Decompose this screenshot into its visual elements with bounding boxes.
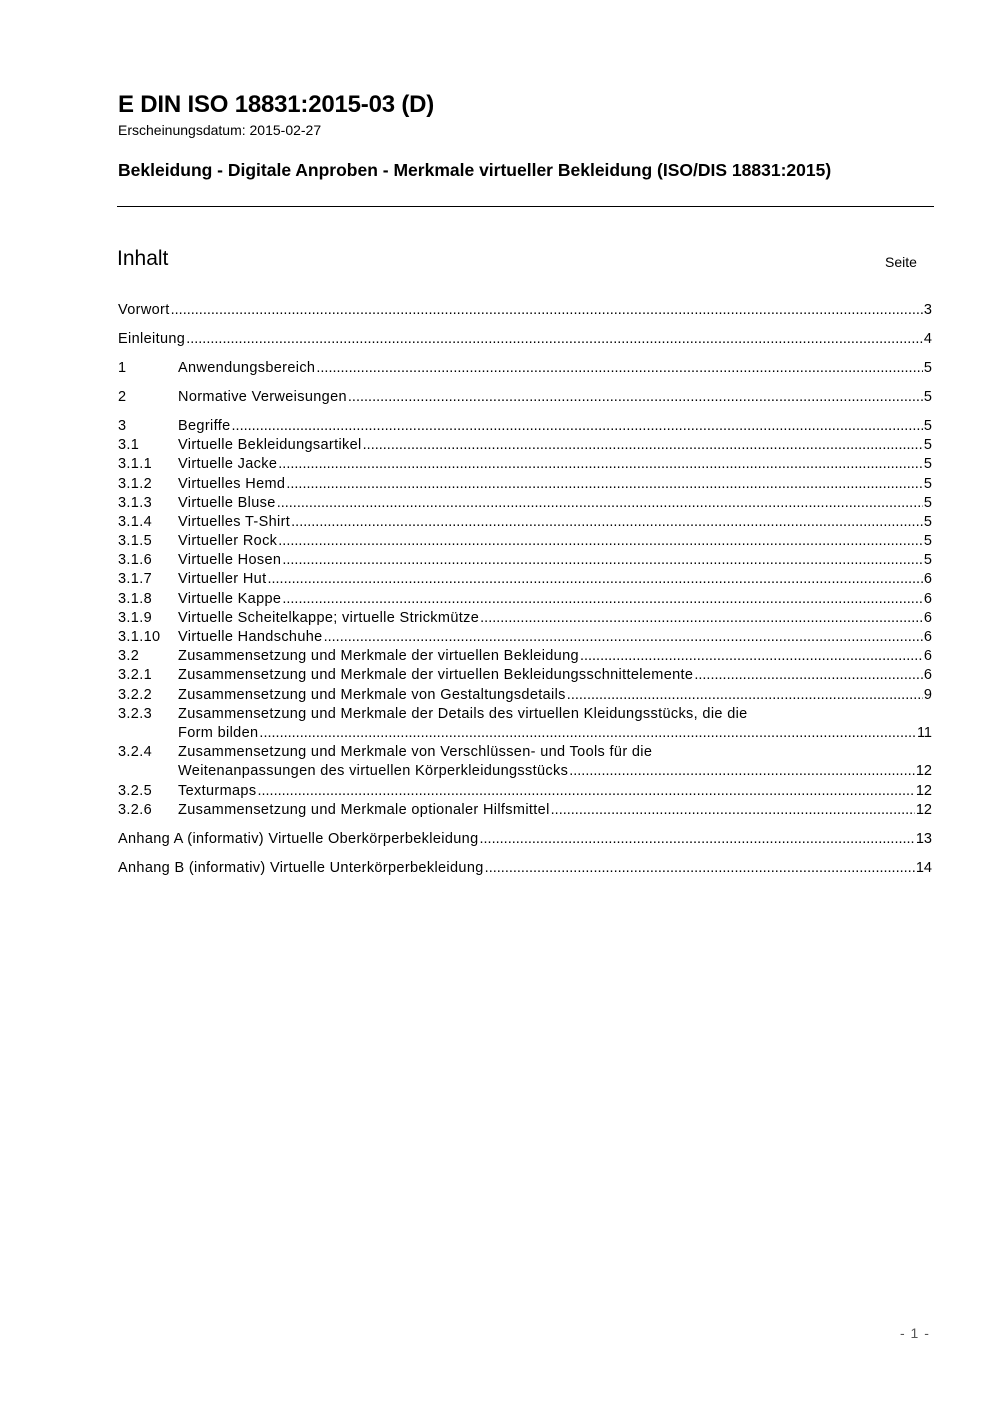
toc-entry-title: Normative Verweisungen bbox=[178, 388, 347, 405]
toc-entry-line bbox=[178, 686, 932, 705]
toc-entry-number: 3.2.2 bbox=[118, 686, 152, 703]
toc-entry-line bbox=[118, 330, 932, 349]
toc-entry-title: Zusammensetzung und Merkmale von Gestaltungsdetails bbox=[178, 686, 566, 703]
toc-entry-number: 3.2.1 bbox=[118, 667, 152, 684]
toc-entry-line bbox=[118, 859, 932, 878]
toc-dot-leader bbox=[567, 686, 923, 705]
toc-entry-number: 3.1.4 bbox=[118, 513, 152, 530]
toc-entry-title: Texturmaps bbox=[178, 782, 257, 799]
toc-entry-page: 5 bbox=[923, 456, 932, 473]
toc-entry-line bbox=[178, 724, 932, 743]
toc-entry[interactable] bbox=[118, 570, 932, 589]
toc-entry-line bbox=[178, 647, 932, 666]
toc-entry[interactable] bbox=[118, 330, 932, 349]
toc-entry-page: 3 bbox=[923, 302, 932, 318]
toc-entry-line bbox=[178, 436, 932, 455]
toc-entry[interactable] bbox=[118, 801, 932, 820]
toc-entry-line bbox=[178, 762, 932, 781]
toc-entry-page: 5 bbox=[923, 359, 932, 376]
toc-dot-leader bbox=[257, 782, 914, 801]
toc-entry-title: Form bilden bbox=[178, 724, 259, 741]
toc-entry[interactable] bbox=[118, 666, 932, 685]
toc-entry-title-line: Zusammensetzung und Merkmale der Details des virtuellen Kleidungsstücks, die die bbox=[178, 705, 748, 722]
toc-entry-number: 3.1.6 bbox=[118, 552, 152, 569]
toc-entry-title: Virtuelle Jacke bbox=[178, 456, 278, 473]
toc-entry-page: 12 bbox=[915, 782, 932, 799]
toc-entry-title: Zusammensetzung und Merkmale optionaler Hilfsmittel bbox=[178, 801, 550, 818]
toc-entry-line bbox=[178, 801, 932, 820]
toc-entry-line bbox=[178, 494, 932, 513]
toc-dot-leader bbox=[580, 647, 923, 666]
toc-entry-title: Zusammensetzung und Merkmale der virtuellen Bekleidungsschnittelemente bbox=[178, 667, 694, 684]
toc-entry-number: 3 bbox=[118, 417, 127, 434]
toc-entry-number: 3.1.3 bbox=[118, 494, 152, 511]
toc-entry[interactable] bbox=[118, 743, 932, 762]
toc-entry-line bbox=[178, 551, 932, 570]
toc-entry-number: 3.1.1 bbox=[118, 456, 152, 473]
toc-entry-page: 13 bbox=[915, 830, 932, 847]
toc-entry-number: 3.1.5 bbox=[118, 533, 152, 550]
toc-entry[interactable] bbox=[118, 859, 932, 878]
toc-entry[interactable] bbox=[118, 455, 932, 474]
toc-dot-leader bbox=[277, 494, 923, 513]
toc-entry[interactable] bbox=[118, 686, 932, 705]
toc-dot-leader bbox=[348, 388, 923, 407]
toc-entry-title: Virtuelles T-Shirt bbox=[178, 513, 291, 530]
toc-entry-page: 5 bbox=[923, 437, 932, 454]
toc-entry-page: 4 bbox=[923, 330, 932, 347]
toc-entry-line bbox=[178, 666, 932, 685]
toc-dot-leader bbox=[485, 859, 915, 878]
toc-entry-line bbox=[178, 388, 932, 407]
toc-dot-leader bbox=[480, 830, 915, 849]
toc-entry[interactable] bbox=[118, 830, 932, 849]
toc-entry-title: Virtueller Rock bbox=[178, 533, 278, 550]
toc-page-column-label: Seite bbox=[885, 254, 917, 270]
toc-entry-title: Virtueller Hut bbox=[178, 571, 267, 588]
toc-entry-line bbox=[178, 513, 932, 532]
toc-entry-line bbox=[118, 830, 932, 849]
toc-entry-title: Virtuelle Kappe bbox=[178, 590, 282, 607]
toc-entry-title: Virtuelle Bluse bbox=[178, 494, 276, 511]
toc-heading: Inhalt bbox=[117, 247, 169, 270]
publication-date: Erscheinungsdatum: 2015-02-27 bbox=[118, 122, 322, 138]
toc-entry-title: Begriffe bbox=[178, 417, 231, 434]
toc-entry-number: 3.1.10 bbox=[118, 629, 161, 645]
toc-entry[interactable] bbox=[118, 301, 932, 320]
toc-entry-title: Virtuelles Hemd bbox=[178, 475, 286, 492]
toc-entry-page: 6 bbox=[923, 571, 932, 588]
toc-entry[interactable] bbox=[118, 532, 932, 551]
toc-entry[interactable] bbox=[118, 417, 932, 436]
toc-entry-number: 1 bbox=[118, 359, 127, 376]
toc-entry[interactable] bbox=[118, 551, 932, 570]
toc-entry-line bbox=[178, 532, 932, 551]
toc-entry-title: Anhang A (informativ) Virtuelle Oberkörperbekleidung bbox=[118, 830, 479, 847]
toc-dot-leader bbox=[363, 436, 923, 455]
toc-entry-title-line: Zusammensetzung und Merkmale von Verschlüssen- und Tools für die bbox=[178, 744, 653, 761]
toc-entry-page: 6 bbox=[923, 648, 932, 665]
toc-entry-page: 5 bbox=[923, 533, 932, 550]
toc-entry-page: 5 bbox=[923, 513, 932, 530]
toc-dot-leader bbox=[282, 590, 923, 609]
toc-dot-leader bbox=[291, 513, 923, 532]
toc-entry-line bbox=[178, 609, 932, 628]
toc-dot-leader bbox=[278, 455, 923, 474]
toc-entry-page: 12 bbox=[915, 801, 932, 818]
toc-dot-leader bbox=[186, 330, 923, 349]
toc-entry-number: 3.1.9 bbox=[118, 609, 152, 626]
toc-entry-line bbox=[178, 628, 932, 647]
toc-entry-number: 3.2.5 bbox=[118, 782, 152, 799]
toc-entry[interactable] bbox=[118, 609, 932, 628]
toc-dot-leader bbox=[171, 301, 923, 320]
toc-dot-leader bbox=[267, 570, 922, 589]
toc-entry[interactable] bbox=[118, 705, 932, 724]
toc-entry-title: Anhang B (informativ) Virtuelle Unterkörperbekleidung bbox=[118, 859, 484, 876]
toc-dot-leader bbox=[278, 532, 923, 551]
toc-dot-leader bbox=[286, 475, 923, 494]
toc-entry-page: 6 bbox=[923, 629, 932, 645]
toc-entry-page: 5 bbox=[923, 475, 932, 492]
toc-entry-page: 14 bbox=[915, 859, 932, 876]
toc-entry-line bbox=[178, 475, 932, 494]
toc-entry-number: 3.1.2 bbox=[118, 475, 152, 492]
toc-entry-page: 5 bbox=[923, 388, 932, 405]
toc-entry-page: 11 bbox=[916, 724, 932, 741]
toc-dot-leader bbox=[324, 628, 923, 647]
toc-entry-line bbox=[178, 590, 932, 609]
toc-entry-line bbox=[178, 455, 932, 474]
toc-entry[interactable] bbox=[118, 647, 932, 666]
document-subtitle: Bekleidung - Digitale Anproben - Merkmale virtueller Bekleidung (ISO/DIS 18831:2015) bbox=[118, 160, 832, 180]
toc-entry-page: 6 bbox=[923, 609, 932, 626]
toc-entry[interactable] bbox=[118, 388, 932, 407]
page-number: - 1 - bbox=[900, 1325, 930, 1341]
toc-entry-line bbox=[178, 782, 932, 801]
toc-entry-line bbox=[178, 570, 932, 589]
toc-entry-number: 3.2.4 bbox=[118, 744, 152, 761]
header-divider bbox=[117, 206, 934, 207]
toc-entry[interactable] bbox=[118, 628, 932, 647]
toc-entry-number: 3.1 bbox=[118, 437, 140, 454]
toc-dot-leader bbox=[259, 724, 916, 743]
toc-entry[interactable] bbox=[118, 359, 932, 378]
toc-entry-page: 6 bbox=[923, 667, 932, 684]
toc-entry-title: Virtuelle Bekleidungsartikel bbox=[178, 437, 362, 454]
toc-dot-leader bbox=[569, 762, 915, 781]
toc-entry-page: 5 bbox=[923, 552, 932, 569]
toc-entry-number: 3.2 bbox=[118, 648, 140, 665]
toc-entry-line bbox=[178, 359, 932, 378]
table-of-contents bbox=[118, 301, 932, 878]
toc-entry-title: Einleitung bbox=[118, 330, 186, 347]
toc-entry[interactable] bbox=[118, 513, 932, 532]
toc-entry[interactable] bbox=[118, 782, 932, 801]
toc-dot-leader bbox=[551, 801, 915, 820]
toc-entry-title: Virtuelle Handschuhe bbox=[178, 629, 323, 645]
toc-entry-title: Zusammensetzung und Merkmale der virtuellen Bekleidung bbox=[178, 648, 579, 665]
toc-dot-leader bbox=[316, 359, 923, 378]
toc-entry-title: Weitenanpassungen des virtuellen Körperkleidungsstücks bbox=[178, 763, 569, 780]
toc-dot-leader bbox=[282, 551, 923, 570]
toc-entry-number: 3.1.7 bbox=[118, 571, 152, 588]
toc-entry-line bbox=[178, 417, 932, 436]
toc-dot-leader bbox=[232, 417, 923, 436]
toc-entry[interactable] bbox=[118, 590, 932, 609]
toc-entry[interactable] bbox=[118, 494, 932, 513]
toc-entry-number: 3.1.8 bbox=[118, 590, 152, 607]
toc-entry-number: 2 bbox=[118, 388, 127, 405]
toc-entry-page: 5 bbox=[923, 417, 932, 434]
toc-entry-title: Virtuelle Scheitelkappe; virtuelle Strickmütze bbox=[178, 609, 480, 626]
toc-entry[interactable] bbox=[118, 436, 932, 455]
toc-dot-leader bbox=[480, 609, 923, 628]
toc-entry-continuation[interactable] bbox=[118, 762, 932, 781]
toc-entry-page: 5 bbox=[923, 494, 932, 511]
toc-entry[interactable] bbox=[118, 475, 932, 494]
document-title: E DIN ISO 18831:2015-03 (D) bbox=[118, 91, 435, 118]
toc-entry-page: 6 bbox=[923, 590, 932, 607]
toc-entry-title: Anwendungsbereich bbox=[178, 359, 316, 376]
toc-entry-continuation[interactable] bbox=[118, 724, 932, 743]
toc-entry-line bbox=[118, 301, 932, 320]
toc-dot-leader bbox=[694, 666, 923, 685]
toc-entry-number: 3.2.3 bbox=[118, 705, 152, 722]
toc-entry-title: Virtuelle Hosen bbox=[178, 552, 282, 569]
toc-entry-number: 3.2.6 bbox=[118, 801, 152, 818]
toc-entry-page: 12 bbox=[915, 763, 932, 780]
toc-entry-title: Vorwort bbox=[118, 302, 170, 318]
toc-entry-page: 9 bbox=[923, 686, 932, 703]
